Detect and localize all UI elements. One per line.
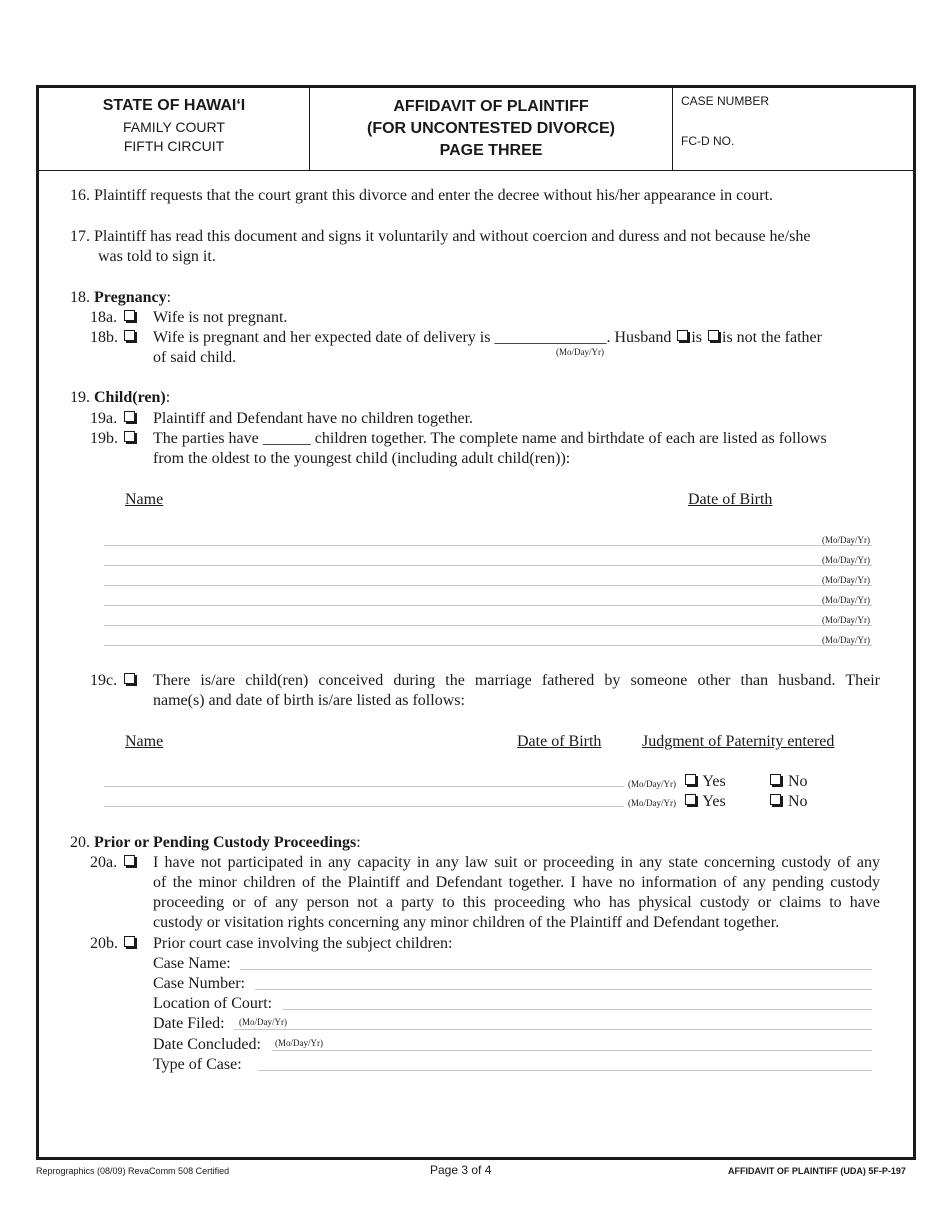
- date-concluded-hint: (Mo/Day/Yr): [275, 1038, 323, 1048]
- other-dob-header: Date of Birth: [517, 733, 602, 750]
- footer-left: Reprographics (08/09) RevaComm 508 Certified: [36, 1166, 230, 1176]
- other-child-row-1-date-hint: (Mo/Day/Yr): [628, 779, 676, 789]
- item-19c: [122, 671, 138, 691]
- item-19a: [122, 409, 138, 429]
- case-name-field[interactable]: [240, 969, 872, 970]
- item-19a-number: 19a.: [90, 410, 118, 427]
- checkbox-husband-is[interactable]: [677, 330, 688, 341]
- colon: :: [166, 289, 172, 306]
- child-row-line[interactable]: [104, 625, 872, 626]
- child-row-date-hint: (Mo/Day/Yr): [822, 615, 870, 625]
- checkbox-20a[interactable]: [124, 855, 135, 866]
- paternity-no-1: [768, 772, 808, 792]
- date-filed-label: Date Filed:: [153, 1015, 225, 1032]
- item-18b-number: 18b.: [90, 329, 118, 346]
- checkbox-18a[interactable]: [124, 310, 135, 321]
- child-row-line[interactable]: [104, 545, 872, 546]
- item-19b: [122, 429, 138, 449]
- form-title-line3: PAGE THREE: [439, 142, 543, 159]
- other-name-header: Name: [125, 733, 164, 750]
- paternity-no-2: [768, 792, 808, 812]
- item-18b: [122, 328, 138, 348]
- location-label: Location of Court:: [153, 995, 273, 1012]
- item-20a: [122, 853, 138, 873]
- item-20-title: Prior or Pending Custody Proceedings: [94, 834, 357, 851]
- item-18-number: 18.: [70, 289, 90, 306]
- case-number-label: Case Number:: [153, 975, 245, 992]
- checkbox-19a[interactable]: [124, 411, 135, 422]
- child-row-line[interactable]: [104, 565, 872, 566]
- checkbox-19b[interactable]: [124, 431, 135, 442]
- item-19b-line2: from the oldest to the youngest child (including adult child(ren)):: [153, 450, 571, 467]
- item-18-title: Pregnancy: [94, 289, 167, 306]
- item-19b-number: 19b.: [90, 430, 118, 447]
- checkbox-19c[interactable]: [124, 673, 135, 684]
- item-20a-line3: proceeding or of any person not a party to this proceeding who has physical custody or claims to have: [153, 894, 880, 911]
- delivery-date-hint: (Mo/Day/Yr): [556, 347, 604, 357]
- colon: :: [165, 389, 171, 406]
- date-concluded-field[interactable]: [272, 1050, 872, 1051]
- checkbox-18b[interactable]: [124, 330, 135, 341]
- date-filed-field[interactable]: [234, 1029, 872, 1030]
- item-19a-text: Plaintiff and Defendant have no children together.: [153, 410, 474, 427]
- location-field[interactable]: [283, 1009, 872, 1010]
- children-name-header: Name: [125, 491, 164, 508]
- court-info-cell: [39, 88, 310, 170]
- form-title-line2: (FOR UNCONTESTED DIVORCE): [367, 120, 615, 137]
- item-18a-text: Wife is not pregnant.: [153, 309, 288, 326]
- item-20b-text: Prior court case involving the subject children:: [153, 935, 453, 952]
- item-19-title: Child(ren): [94, 389, 166, 406]
- no-label: No: [788, 773, 808, 790]
- type-of-case-label: Type of Case:: [153, 1056, 242, 1073]
- paternity-yes-1: [683, 772, 726, 792]
- item-19c-number: 19c.: [90, 672, 118, 689]
- date-concluded-label: Date Concluded:: [153, 1036, 261, 1053]
- item-18a: [122, 308, 138, 328]
- other-child-row-1-line[interactable]: [104, 786, 624, 787]
- type-of-case-field[interactable]: [258, 1070, 872, 1071]
- item-20a-line4: custody or visitation rights concerning any minor children of the Plaintiff and Defendant together.: [153, 914, 780, 931]
- case-name-label: Case Name:: [153, 955, 231, 972]
- item-18-heading: [70, 288, 171, 308]
- checkbox-paternity-no-2[interactable]: [770, 794, 781, 805]
- checkbox-paternity-no-1[interactable]: [770, 774, 781, 785]
- no-label: No: [788, 793, 808, 810]
- item-20a-line1: I have not participated in any capacity in any law suit or proceeding in any state concerning custody of any: [153, 854, 880, 871]
- yes-label: Yes: [702, 773, 726, 790]
- checkbox-paternity-yes-1[interactable]: [685, 774, 696, 785]
- item-18b-text-a: Wife is pregnant and her expected date of delivery is ______________. Husband: [153, 329, 672, 346]
- item-18b-text: [153, 328, 822, 348]
- paternity-yes-2: [683, 792, 726, 812]
- colon: :: [356, 834, 361, 851]
- page-number: Page 3 of 4: [430, 1163, 492, 1177]
- footer-right: AFFIDAVIT OF PLAINTIFF (UDA) 5F-P-197: [728, 1166, 906, 1176]
- item-20a-line2: of the minor children of the Plaintiff and Defendant together. I have no information of any pending custody: [153, 874, 880, 891]
- checkbox-20b[interactable]: [124, 936, 135, 947]
- item-18b-line2: of said child.: [153, 349, 237, 366]
- item-17-line1: 17. Plaintiff has read this document and signs it voluntarily and without coercion and duress and not because he/she: [70, 228, 811, 245]
- child-row-date-hint: (Mo/Day/Yr): [822, 535, 870, 545]
- item-18a-number: 18a.: [90, 309, 118, 326]
- item-20-heading: [70, 833, 361, 853]
- child-row-date-hint: (Mo/Day/Yr): [822, 555, 870, 565]
- item-20b: [122, 934, 138, 954]
- date-filed-hint: (Mo/Day/Yr): [239, 1017, 287, 1027]
- other-child-row-2-date-hint: (Mo/Day/Yr): [628, 798, 676, 808]
- item-19c-line2: name(s) and date of birth is/are listed as follows:: [153, 692, 465, 709]
- children-dob-header: Date of Birth: [688, 491, 773, 508]
- item-17-line2: was told to sign it.: [98, 248, 216, 265]
- case-number-field[interactable]: [255, 989, 872, 990]
- child-row-line[interactable]: [104, 605, 872, 606]
- item-20a-number: 20a.: [90, 854, 118, 871]
- form-title-cell: [310, 88, 673, 170]
- item-20-number: 20.: [70, 834, 90, 851]
- case-number-cell[interactable]: [673, 88, 913, 170]
- other-child-row-2-line[interactable]: [104, 806, 624, 807]
- judgment-header: Judgment of Paternity entered: [642, 733, 835, 750]
- form-title-line1: AFFIDAVIT OF PLAINTIFF: [393, 98, 589, 115]
- state-name: STATE OF HAWAI‘I: [102, 97, 246, 114]
- case-number-label: CASE NUMBER: [681, 94, 770, 108]
- case-prefix: FC-D NO.: [681, 134, 735, 148]
- label-is: is: [691, 329, 702, 346]
- checkbox-paternity-yes-2[interactable]: [685, 794, 696, 805]
- item-19b-line1: The parties have ______ children together. The complete name and birthdate of each are listed as follows: [153, 430, 827, 447]
- child-row-line[interactable]: [104, 585, 872, 586]
- item-19-heading: [70, 388, 170, 408]
- item-19-number: 19.: [70, 389, 90, 406]
- yes-label: Yes: [702, 793, 726, 810]
- child-row-date-hint: (Mo/Day/Yr): [822, 635, 870, 645]
- label-is-not-father: is not the father: [722, 329, 822, 346]
- form-header: [39, 88, 913, 171]
- child-row-date-hint: (Mo/Day/Yr): [822, 595, 870, 605]
- item-19c-line1: There is/are child(ren) conceived during the marriage fathered by someone other than husband. Their: [153, 672, 880, 689]
- circuit-name: FIFTH CIRCUIT: [123, 138, 225, 154]
- court-name: FAMILY COURT: [123, 119, 225, 135]
- item-20b-number: 20b.: [90, 935, 118, 952]
- child-row-line[interactable]: [104, 645, 872, 646]
- checkbox-husband-is-not[interactable]: [708, 330, 719, 341]
- child-row-date-hint: (Mo/Day/Yr): [822, 575, 870, 585]
- item-16: 16. Plaintiff requests that the court grant this divorce and enter the decree without his/her appearance in court.: [70, 187, 774, 204]
